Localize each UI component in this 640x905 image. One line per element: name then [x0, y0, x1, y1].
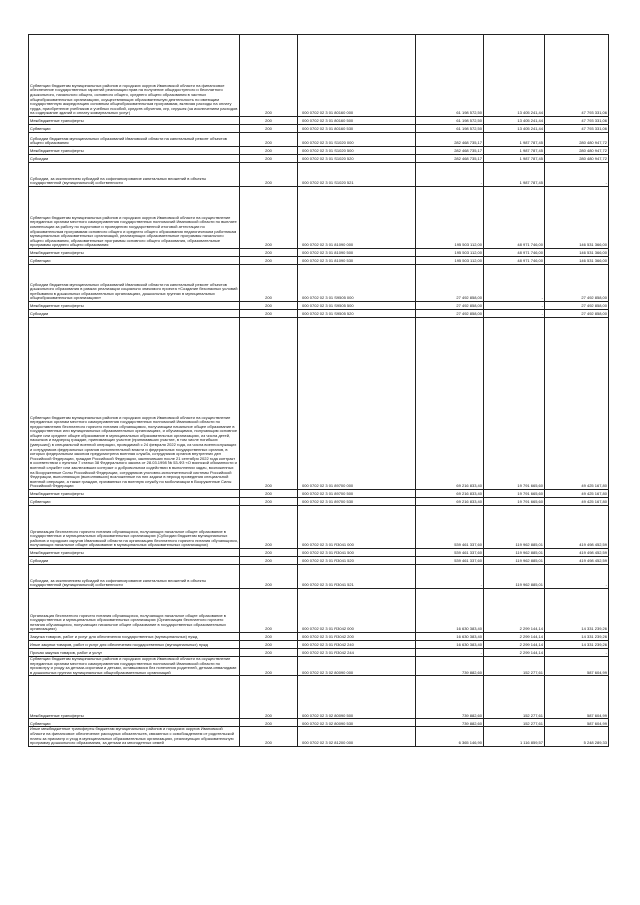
row-executed-amount: -: [484, 265, 545, 302]
row-unexecuted-amount: 49 425 167,80: [545, 498, 609, 506]
table-row: [29, 633, 609, 641]
row-line-code: 200: [240, 719, 298, 727]
row-executed-amount: -: [484, 302, 545, 310]
row-approved-amount: 739 882,60: [416, 719, 484, 727]
row-executed-amount: 48 971 746,00: [484, 257, 545, 265]
table-row: [29, 318, 609, 490]
row-unexecuted-amount: 587 604,99: [545, 676, 609, 719]
row-executed-amount: 19 791 665,60: [484, 318, 545, 490]
table-row: [29, 249, 609, 257]
row-approved-amount: 16 630 383,40: [416, 589, 484, 633]
row-budget-classification-code: 000 0702 02 3 01 81090 500: [298, 249, 416, 257]
table-row: [29, 147, 609, 155]
row-approved-amount: 282 468 735,17: [416, 155, 484, 163]
row-executed-amount: 119 962 885,01: [484, 506, 545, 549]
row-executed-amount: 19 791 665,60: [484, 498, 545, 506]
row-executed-amount: 13 405 241,44: [484, 35, 545, 117]
table-row: [29, 498, 609, 506]
row-approved-amount: -: [416, 565, 484, 589]
row-unexecuted-amount: 47 793 331,06: [545, 117, 609, 125]
row-line-code: 200: [240, 265, 298, 302]
row-unexecuted-amount: 280 480 947,72: [545, 133, 609, 147]
row-line-code: 200: [240, 641, 298, 649]
row-executed-amount: 19 791 665,60: [484, 490, 545, 498]
row-budget-classification-code: 000 0702 02 3 01 R3041 521: [298, 565, 416, 589]
table-row: [29, 302, 609, 310]
row-unexecuted-amount: 587 604,99: [545, 719, 609, 727]
row-unexecuted-amount: 280 480 947,72: [545, 155, 609, 163]
row-budget-classification-code: 000 0702 02 3 01 S1020 521: [298, 163, 416, 187]
row-executed-amount: 119 962 885,01: [484, 549, 545, 557]
row-line-code: 200: [240, 125, 298, 133]
row-description: Субвенции бюджетам муниципальных районов и городских округов Ивановской области на финансовое обеспечение государственных гарантий реализации прав на получение общедоступного и бесплатного дошкольного, начального общего, основного общего, среднего общего образования в частных общеобразовательных организациях, осуществляющих образовательную деятельность по имеющим государственную аккредитацию основным общеобразовательным программам, включая расходы на оплату труда, приобретение учебников и учебных пособий, средств обучения, игр, игрушек (за исключением расходов на содержание зданий и оплату коммунальных услуг): [29, 35, 240, 117]
table-row: [29, 155, 609, 163]
row-budget-classification-code: 000 0702 02 3 02 80090 500: [298, 676, 416, 719]
row-executed-amount: 1 987 787,45: [484, 155, 545, 163]
row-executed-amount: 119 962 885,01: [484, 565, 545, 589]
table-row: [29, 589, 609, 633]
row-executed-amount: 152 277,61: [484, 657, 545, 676]
table-body: [29, 35, 609, 747]
row-budget-classification-code: 000 0702 02 3 02 81200 000: [298, 727, 416, 746]
row-approved-amount: 27 492 858,00: [416, 265, 484, 302]
row-executed-amount: 2 299 144,14: [484, 641, 545, 649]
row-line-code: 200: [240, 117, 298, 125]
row-approved-amount: 16 630 383,40: [416, 633, 484, 641]
table-row: [29, 117, 609, 125]
row-executed-amount: 2 299 144,14: [484, 649, 545, 657]
table-row: [29, 557, 609, 565]
row-line-code: 200: [240, 318, 298, 490]
table-row: [29, 490, 609, 498]
row-description: Субсидии, за исключением субсидий на софинансирование капитальных вложений в объекты государственной (муниципальной) собственности: [29, 565, 240, 589]
row-description: Организация бесплатного горячего питания обучающихся, получающих начальное общее образование в государственных и муниципальных образовательных организациях (Субсидии бюджетам муниципальных районов и городских округов Ивановской области на организацию бесплатного горячего питания обучающихся, получающих начальное общее образование в муниципальных образовательных организациях): [29, 506, 240, 549]
row-description: Субсидии: [29, 557, 240, 565]
row-approved-amount: 16 630 383,40: [416, 641, 484, 649]
row-budget-classification-code: 000 0702 02 3 01 R3042 200: [298, 633, 416, 641]
row-approved-amount: 69 216 833,40: [416, 490, 484, 498]
row-line-code: 200: [240, 549, 298, 557]
row-unexecuted-amount: 47 793 331,06: [545, 125, 609, 133]
row-executed-amount: 13 405 241,44: [484, 125, 545, 133]
row-line-code: 200: [240, 633, 298, 641]
row-line-code: 200: [240, 155, 298, 163]
row-description: Межбюджетные трансферты: [29, 147, 240, 155]
row-approved-amount: 27 492 858,00: [416, 310, 484, 318]
row-unexecuted-amount: 5 248 289,33: [545, 727, 609, 746]
row-line-code: 200: [240, 310, 298, 318]
row-description: Субвенции бюджетам муниципальных районов и городских округов Ивановской области на осуществление переданных органам местного самоуправления государственных полномочий Ивановской области по предоставлению бесплатного горячего питания обучающимся, получающим начальное общее образование в государственных или муниципальных образовательных организациях, и обучающимся, получающим основное общее или среднее общее образование в муниципальных образовательных организациях, из числа детей, пасынков и падчериц граждан, принимающих участие (принимавших участие, в том числе погибших (умерших)) в специальной военной операции, проводимой с 24 февраля 2022 года, из числа военнослужащих и сотрудников федеральных органов исполнительной власти и федеральных государственных органов, в которых федеральным законом предусмотрена военная служба, сотрудников органов внутренних дел Российской Федерации, граждан Российской Федерации, заключивших после 21 сентября 2022 года контракт в соответствии с пунктом 7 статьи 38 Федерального закона от 28.03.1998 № 53-ФЗ «О воинской обязанности и военной службе» или заключивших контракт о добровольном содействии в выполнении задач, возложенных на Вооруженные Силы Российской Федерации, сотрудников уголовно-исполнительной системы Российской Федерации, выполняющих (выполнявших) возложенные на них задачи в период проведения специальной военной операции, а также граждан, призванных на военную службу по мобилизации в Вооруженные Силы Российской Федерации: [29, 318, 240, 490]
row-line-code: 200: [240, 565, 298, 589]
row-description: Межбюджетные трансферты: [29, 117, 240, 125]
table-row: [29, 727, 609, 746]
row-unexecuted-amount: 419 498 452,59: [545, 557, 609, 565]
row-unexecuted-amount: -: [545, 163, 609, 187]
row-approved-amount: 6 365 146,90: [416, 727, 484, 746]
row-executed-amount: -: [484, 310, 545, 318]
row-approved-amount: 69 216 833,40: [416, 318, 484, 490]
row-approved-amount: 61 198 572,50: [416, 35, 484, 117]
row-line-code: 200: [240, 302, 298, 310]
row-description: Межбюджетные трансферты: [29, 249, 240, 257]
table-row: [29, 125, 609, 133]
table-row: [29, 35, 609, 117]
row-description: Закупка товаров, работ и услуг для обеспечения государственных (муниципальных) нужд: [29, 633, 240, 641]
row-unexecuted-amount: 47 793 331,06: [545, 35, 609, 117]
row-unexecuted-amount: 280 480 947,72: [545, 147, 609, 155]
row-description: Межбюджетные трансферты: [29, 676, 240, 719]
row-description: Субвенции: [29, 719, 240, 727]
row-budget-classification-code: 000 0702 02 3 02 80090 530: [298, 719, 416, 727]
row-line-code: 200: [240, 35, 298, 117]
row-executed-amount: 152 277,61: [484, 719, 545, 727]
row-description: Субвенции бюджетам муниципальных районов и городских округов Ивановской области на осуществление переданных органам местного самоуправления государственных полномочий Ивановской области по присмотру и уходу за детьми-сиротами и детьми, оставшимися без попечения родителей, детьми-инвалидами в дошкольных группах муниципальных общеобразовательных организаций: [29, 657, 240, 676]
row-approved-amount: 282 468 735,17: [416, 147, 484, 155]
row-budget-classification-code: 000 0702 02 3 01 89700 000: [298, 318, 416, 490]
row-line-code: 200: [240, 676, 298, 719]
row-executed-amount: 119 962 885,01: [484, 557, 545, 565]
table-row: [29, 187, 609, 249]
row-description: Субсидии бюджетам муниципальных образований Ивановской области на капитальный ремонт объектов дошкольного образования в рамках реализации социально значимого проекта «Создание безопасных условий пребывания в дошкольных образовательных организациях, дошкольных группах в муниципальных общеобразовательных организациях»: [29, 265, 240, 302]
row-executed-amount: 48 971 746,00: [484, 187, 545, 249]
row-description: Прочая закупка товаров, работ и услуг: [29, 649, 240, 657]
row-description: Субвенции: [29, 125, 240, 133]
row-unexecuted-amount: 27 492 858,00: [545, 265, 609, 302]
row-budget-classification-code: 000 0702 02 3 01 S9505 000: [298, 265, 416, 302]
row-executed-amount: 1 116 859,57: [484, 727, 545, 746]
row-unexecuted-amount: 27 492 858,00: [545, 302, 609, 310]
row-unexecuted-amount: 146 531 366,00: [545, 187, 609, 249]
row-budget-classification-code: 000 0702 02 3 02 80090 000: [298, 657, 416, 676]
row-unexecuted-amount: -: [545, 565, 609, 589]
row-executed-amount: 2 299 144,14: [484, 589, 545, 633]
row-budget-classification-code: 000 0702 02 3 01 R3042 000: [298, 589, 416, 633]
budget-execution-table: [28, 34, 609, 747]
row-description: Субвенции бюджетам муниципальных районов и городских округов Ивановской области на осуществление переданных органам местного самоуправления государственных полномочий Ивановской области по выплате компенсации за работу по подготовке и проведению государственной итоговой аттестации по образовательным программам основного общего и среднего общего образования педагогическим работникам муниципальных образовательных организаций, реализующих образовательные программы начального общего образования, образовательные программы основного общего образования, образовательные программы среднего общего образования: [29, 187, 240, 249]
row-approved-amount: 539 461 337,60: [416, 506, 484, 549]
row-budget-classification-code: 000 0702 02 3 01 80160 500: [298, 117, 416, 125]
row-executed-amount: 1 987 787,45: [484, 163, 545, 187]
row-line-code: 200: [240, 163, 298, 187]
row-line-code: 200: [240, 133, 298, 147]
row-line-code: 200: [240, 557, 298, 565]
row-unexecuted-amount: 419 498 452,59: [545, 506, 609, 549]
table-row: [29, 133, 609, 147]
row-approved-amount: 195 503 112,00: [416, 257, 484, 265]
row-approved-amount: 539 461 337,60: [416, 549, 484, 557]
row-line-code: 200: [240, 147, 298, 155]
row-budget-classification-code: 000 0702 02 3 01 S9505 520: [298, 310, 416, 318]
row-budget-classification-code: 000 0702 02 3 01 S1020 520: [298, 155, 416, 163]
row-unexecuted-amount: 419 498 452,59: [545, 549, 609, 557]
row-unexecuted-amount: 14 331 239,26: [545, 589, 609, 633]
row-line-code: 200: [240, 249, 298, 257]
row-description: Межбюджетные трансферты: [29, 549, 240, 557]
row-description: Субвенции: [29, 498, 240, 506]
row-unexecuted-amount: 146 531 366,00: [545, 249, 609, 257]
table-row: [29, 257, 609, 265]
row-approved-amount: 69 216 833,40: [416, 498, 484, 506]
row-line-code: 200: [240, 589, 298, 633]
row-line-code: 200: [240, 657, 298, 676]
row-budget-classification-code: 000 0702 02 3 01 81090 530: [298, 257, 416, 265]
row-description: Межбюджетные трансферты: [29, 490, 240, 498]
row-unexecuted-amount: 49 425 167,80: [545, 318, 609, 490]
row-budget-classification-code: 000 0702 02 3 01 S1020 000: [298, 133, 416, 147]
row-description: Межбюджетные трансферты: [29, 302, 240, 310]
row-approved-amount: 739 882,60: [416, 657, 484, 676]
row-executed-amount: 152 277,61: [484, 676, 545, 719]
row-budget-classification-code: 000 0702 02 3 01 80160 000: [298, 35, 416, 117]
table-row: [29, 549, 609, 557]
row-unexecuted-amount: 587 604,99: [545, 657, 609, 676]
row-unexecuted-amount: -: [545, 649, 609, 657]
row-approved-amount: 282 468 735,17: [416, 133, 484, 147]
row-budget-classification-code: 000 0702 02 3 01 S9505 500: [298, 302, 416, 310]
row-unexecuted-amount: 27 492 858,00: [545, 310, 609, 318]
row-budget-classification-code: 000 0702 02 3 01 81090 000: [298, 187, 416, 249]
row-executed-amount: 2 299 144,14: [484, 633, 545, 641]
row-executed-amount: 1 987 787,45: [484, 133, 545, 147]
row-executed-amount: 13 405 241,44: [484, 117, 545, 125]
row-budget-classification-code: 000 0702 02 3 01 S1020 500: [298, 147, 416, 155]
row-budget-classification-code: 000 0702 02 3 01 89700 530: [298, 498, 416, 506]
table-row: [29, 657, 609, 676]
table-row: [29, 565, 609, 589]
table-row: [29, 163, 609, 187]
row-description: Субсидии, за исключением субсидий на софинансирование капитальных вложений в объекты государственной (муниципальной) собственности: [29, 163, 240, 187]
row-description: Организация бесплатного горячего питания обучающихся, получающих начальное общее образование в государственных и муниципальных образовательных организациях (Организация бесплатного горячего питания обучающихся, получающих начальное общее образование в государственных образовательных организациях): [29, 589, 240, 633]
row-line-code: 200: [240, 257, 298, 265]
row-description: Субсидии бюджетам муниципальных образований Ивановской области на капитальный ремонт объектов общего образования: [29, 133, 240, 147]
row-approved-amount: 61 198 572,50: [416, 117, 484, 125]
row-description: Иные межбюджетные трансферты бюджетам муниципальных районов и городских округов Ивановской области на финансовое обеспечение расходных обязательств, связанных с освобождением от родительской платы за присмотр и уход в муниципальных образовательных организациях, реализующих образовательную программу дошкольного образования, за детьми из многодетных семей: [29, 727, 240, 746]
row-executed-amount: 48 971 746,00: [484, 249, 545, 257]
row-budget-classification-code: 000 0702 02 3 01 R3042 244: [298, 649, 416, 657]
table-row: [29, 649, 609, 657]
row-approved-amount: -: [416, 649, 484, 657]
row-approved-amount: 539 461 337,60: [416, 557, 484, 565]
row-approved-amount: 195 503 112,00: [416, 187, 484, 249]
row-unexecuted-amount: 14 331 239,26: [545, 641, 609, 649]
row-budget-classification-code: 000 0702 02 3 01 R3042 240: [298, 641, 416, 649]
row-approved-amount: 27 492 858,00: [416, 302, 484, 310]
row-approved-amount: 739 882,60: [416, 676, 484, 719]
row-unexecuted-amount: 49 425 167,80: [545, 490, 609, 498]
row-budget-classification-code: 000 0702 02 3 01 89700 500: [298, 490, 416, 498]
row-line-code: 200: [240, 187, 298, 249]
table-row: [29, 506, 609, 549]
row-unexecuted-amount: 146 531 366,00: [545, 257, 609, 265]
row-budget-classification-code: 000 0702 02 3 01 80160 530: [298, 125, 416, 133]
row-description: Иные закупки товаров, работ и услуг для обеспечения государственных (муниципальных) нужд: [29, 641, 240, 649]
row-approved-amount: 195 503 112,00: [416, 249, 484, 257]
row-executed-amount: 1 987 787,45: [484, 147, 545, 155]
table-row: [29, 719, 609, 727]
row-line-code: 200: [240, 498, 298, 506]
row-unexecuted-amount: 14 331 239,26: [545, 633, 609, 641]
table-row: [29, 310, 609, 318]
row-description: Субвенции: [29, 257, 240, 265]
row-line-code: 200: [240, 490, 298, 498]
table-row: [29, 676, 609, 719]
row-budget-classification-code: 000 0702 02 3 01 R3041 520: [298, 557, 416, 565]
table-row: [29, 641, 609, 649]
row-description: Субсидии: [29, 310, 240, 318]
row-description: Субсидии: [29, 155, 240, 163]
row-line-code: 200: [240, 506, 298, 549]
row-budget-classification-code: 000 0702 02 3 01 R3041 000: [298, 506, 416, 549]
row-line-code: 200: [240, 649, 298, 657]
row-approved-amount: 61 198 572,50: [416, 125, 484, 133]
table-row: [29, 265, 609, 302]
row-approved-amount: -: [416, 163, 484, 187]
row-budget-classification-code: 000 0702 02 3 01 R3041 500: [298, 549, 416, 557]
row-line-code: 200: [240, 727, 298, 746]
